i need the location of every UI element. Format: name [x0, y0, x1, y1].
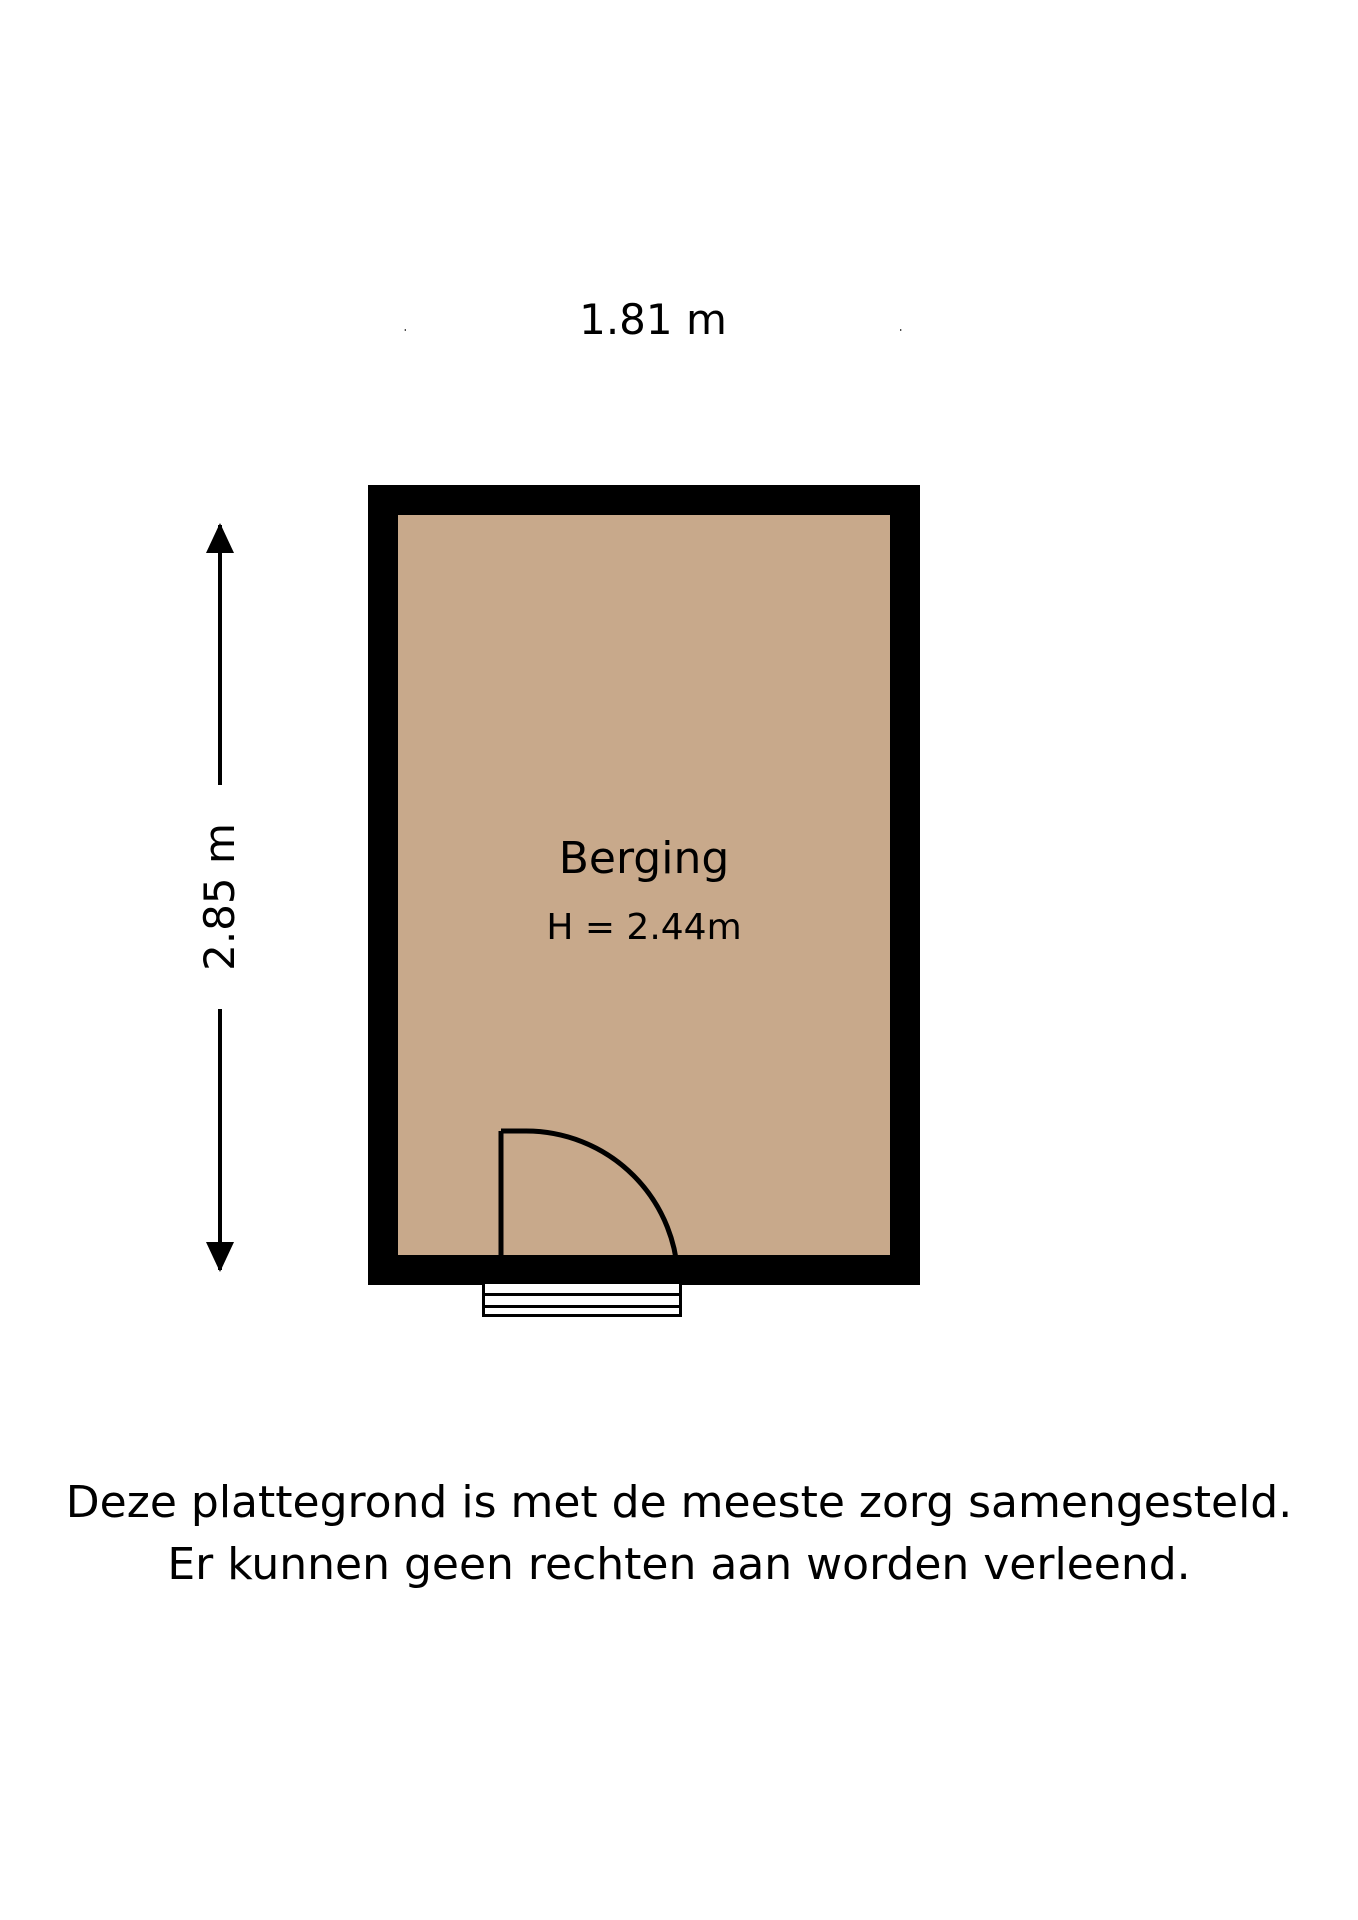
dimension-depth-arrow-down-icon [206, 1242, 234, 1272]
door-opening-bar [485, 1305, 679, 1308]
door-opening-bar [485, 1293, 679, 1296]
dimension-depth-label: 2.85 m [195, 823, 244, 971]
dimension-width [406, 295, 900, 360]
disclaimer-line-2: Er kunnen geen rechten aan worden verleend. [167, 1539, 1191, 1590]
dimension-depth [180, 525, 260, 1270]
door-opening-icon [482, 1281, 682, 1317]
dimension-width-label: 1.81 m [406, 292, 900, 348]
disclaimer-text [0, 1472, 1358, 1596]
room-name-label: Berging [558, 833, 730, 884]
room-label-group [368, 830, 920, 956]
room-height-label: H = 2.44m [546, 907, 742, 948]
dimension-depth-arrow-up-icon [206, 523, 234, 553]
disclaimer-line-1: Deze plattegrond is met de meeste zorg samengesteld. [65, 1477, 1293, 1528]
